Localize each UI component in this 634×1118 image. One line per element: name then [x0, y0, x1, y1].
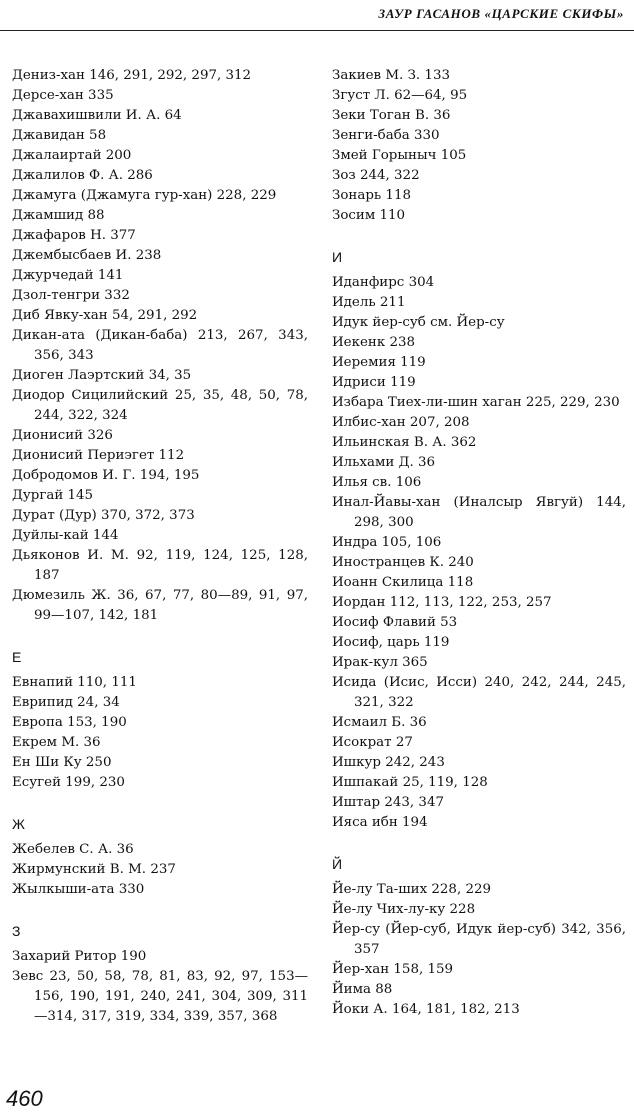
- index-column-left: [12, 66, 308, 1027]
- index-entry: Йер-су (Йер-суб, Идук йер-суб) 342, 356, 357: [332, 922, 626, 957]
- index-entry: Инал-Йавы-хан (Иналсыр Явгуй) 144, 298, 300: [332, 495, 626, 530]
- section-letter: И: [332, 249, 343, 265]
- index-entry: Змей Горыныч 105: [332, 148, 467, 163]
- index-entry: Дурат (Дур) 370, 372, 373: [12, 508, 195, 523]
- index-entry: Иштар 243, 347: [332, 795, 444, 810]
- index-entry: Избара Тиех-ли-шин хаган 225, 229, 230: [332, 395, 620, 410]
- index-entry: Диоген Лаэртский 34, 35: [12, 368, 192, 383]
- index-entry: Йоки А. 164, 181, 182, 213: [332, 1002, 520, 1017]
- header-title: ЗАУР ГАСАНОВ «ЦАРСКИЕ СКИФЫ»: [378, 6, 624, 21]
- section-letter: Е: [12, 649, 22, 665]
- index-entry: Джавидан 58: [12, 128, 107, 143]
- section-letter: З: [12, 923, 21, 939]
- index-entry: Екрем М. 36: [12, 735, 101, 750]
- index-entry: Джафаров Н. 377: [12, 228, 136, 243]
- index-entry: Закиев М. З. 133: [332, 68, 450, 83]
- section-letter: Ж: [12, 816, 25, 832]
- index-entry: Дионисий 326: [12, 428, 113, 443]
- index-entry: Ишпакай 25, 119, 128: [332, 775, 488, 790]
- index-entry: Згуст Л. 62—64, 95: [332, 88, 468, 103]
- index-entry: Зеки Тоган В. 36: [332, 108, 451, 123]
- index-entry: Диодор Сицилийский 25, 35, 48, 50, 78, 244, 322, 324: [12, 388, 308, 423]
- index-entry: Иностранцев К. 240: [332, 555, 474, 570]
- index-entry: Зонарь 118: [332, 188, 411, 203]
- index-entry: Захарий Ритор 190: [12, 949, 147, 964]
- index-entry: Ишкур 242, 243: [332, 755, 445, 770]
- index-entry: Дюмезиль Ж. 36, 67, 77, 80—89, 91, 97, 99—107, 142, 181: [12, 588, 308, 623]
- index-entry: Илья св. 106: [332, 475, 422, 490]
- index-entry: Зевс 23, 50, 58, 78, 81, 83, 92, 97, 153—156, 190, 191, 240, 241, 304, 309, 311—314, 317, 319, 334, 339, 357, 368: [12, 969, 308, 1024]
- index-entry: Идель 211: [332, 295, 406, 310]
- index-entry: Зоз 244, 322: [332, 168, 420, 183]
- index-entry: Дургай 145: [12, 488, 94, 503]
- index-entry: Идук йер-суб см. Йер-су: [332, 315, 505, 330]
- index-entry: Иосиф, царь 119: [332, 635, 450, 650]
- index-entry: Иданфирс 304: [332, 275, 435, 290]
- index-entry: Европа 153, 190: [12, 715, 127, 730]
- index-entry: Добродомов И. Г. 194, 195: [12, 468, 200, 483]
- index-entry: Диб Явку-хан 54, 291, 292: [12, 308, 198, 323]
- index-entry: Дионисий Периэгет 112: [12, 448, 185, 463]
- index-entry: Джавахишвили И. А. 64: [12, 108, 182, 123]
- index-entry: Джалаиртай 200: [12, 148, 132, 163]
- index-entry: Илбис-хан 207, 208: [332, 415, 470, 430]
- index-entry: Зенги-баба 330: [332, 128, 440, 143]
- index-entry: Ияса ибн 194: [332, 815, 428, 830]
- index-entry: Исида (Исис, Исси) 240, 242, 244, 245, 321, 322: [332, 675, 626, 710]
- index-entry: Евнапий 110, 111: [12, 675, 137, 690]
- index-entry: Зосим 110: [332, 208, 406, 223]
- index-entry: Ен Ши Ку 250: [12, 755, 112, 770]
- page-number: 460: [6, 1086, 43, 1111]
- index-entry: Индра 105, 106: [332, 535, 442, 550]
- index-entry: Йер-хан 158, 159: [332, 962, 454, 977]
- running-header: [0, 0, 634, 31]
- index-entry: Жебелев С. А. 36: [12, 842, 134, 857]
- index-entry: Дуйлы-кай 144: [12, 528, 119, 543]
- index-entry: Жылкыши-ата 330: [12, 882, 145, 897]
- index-entry: Иоанн Скилица 118: [332, 575, 474, 590]
- index-entry: Джамуга (Джамуга гур-хан) 228, 229: [12, 188, 277, 203]
- index-entry: Исмаил Б. 36: [332, 715, 427, 730]
- index-column-right: [332, 66, 626, 1020]
- index-entry: Ирак-кул 365: [332, 655, 428, 670]
- index-entry: Джалилов Ф. А. 286: [12, 168, 153, 183]
- index-entry: Дзол-тенгри 332: [12, 288, 130, 303]
- index-entry: Ильхами Д. 36: [332, 455, 436, 470]
- index-entry: Иеремия 119: [332, 355, 426, 370]
- index-entry: Жирмунский В. М. 237: [12, 862, 176, 877]
- index-entry: Джембысбаев И. 238: [12, 248, 162, 263]
- index-entry: Йима 88: [332, 982, 393, 997]
- index-entry: Дикан-ата (Дикан-баба) 213, 267, 343, 356, 343: [12, 328, 308, 363]
- index-entry: Джамшид 88: [12, 208, 105, 223]
- section-letter: Й: [332, 856, 343, 872]
- index-entry: Дьяконов И. М. 92, 119, 124, 125, 128, 187: [12, 548, 308, 583]
- index-entry: Иекенк 238: [332, 335, 416, 350]
- index-entry: Ильинская В. А. 362: [332, 435, 477, 450]
- index-entry: Йе-лу Та-ших 228, 229: [332, 882, 492, 897]
- index-entry: Йе-лу Чих-лу-ку 228: [332, 902, 476, 917]
- index-entry: Идриси 119: [332, 375, 416, 390]
- index-entry: Иордан 112, 113, 122, 253, 257: [332, 595, 552, 610]
- index-entry: Джурчедай 141: [12, 268, 124, 283]
- index-entry: Есугей 199, 230: [12, 775, 125, 790]
- index-entry: Исократ 27: [332, 735, 413, 750]
- index-entry: Дениз-хан 146, 291, 292, 297, 312: [12, 68, 252, 83]
- index-entry: Дерсе-хан 335: [12, 88, 114, 103]
- index-entry: Еврипид 24, 34: [12, 695, 120, 710]
- index-entry: Иосиф Флавий 53: [332, 615, 458, 630]
